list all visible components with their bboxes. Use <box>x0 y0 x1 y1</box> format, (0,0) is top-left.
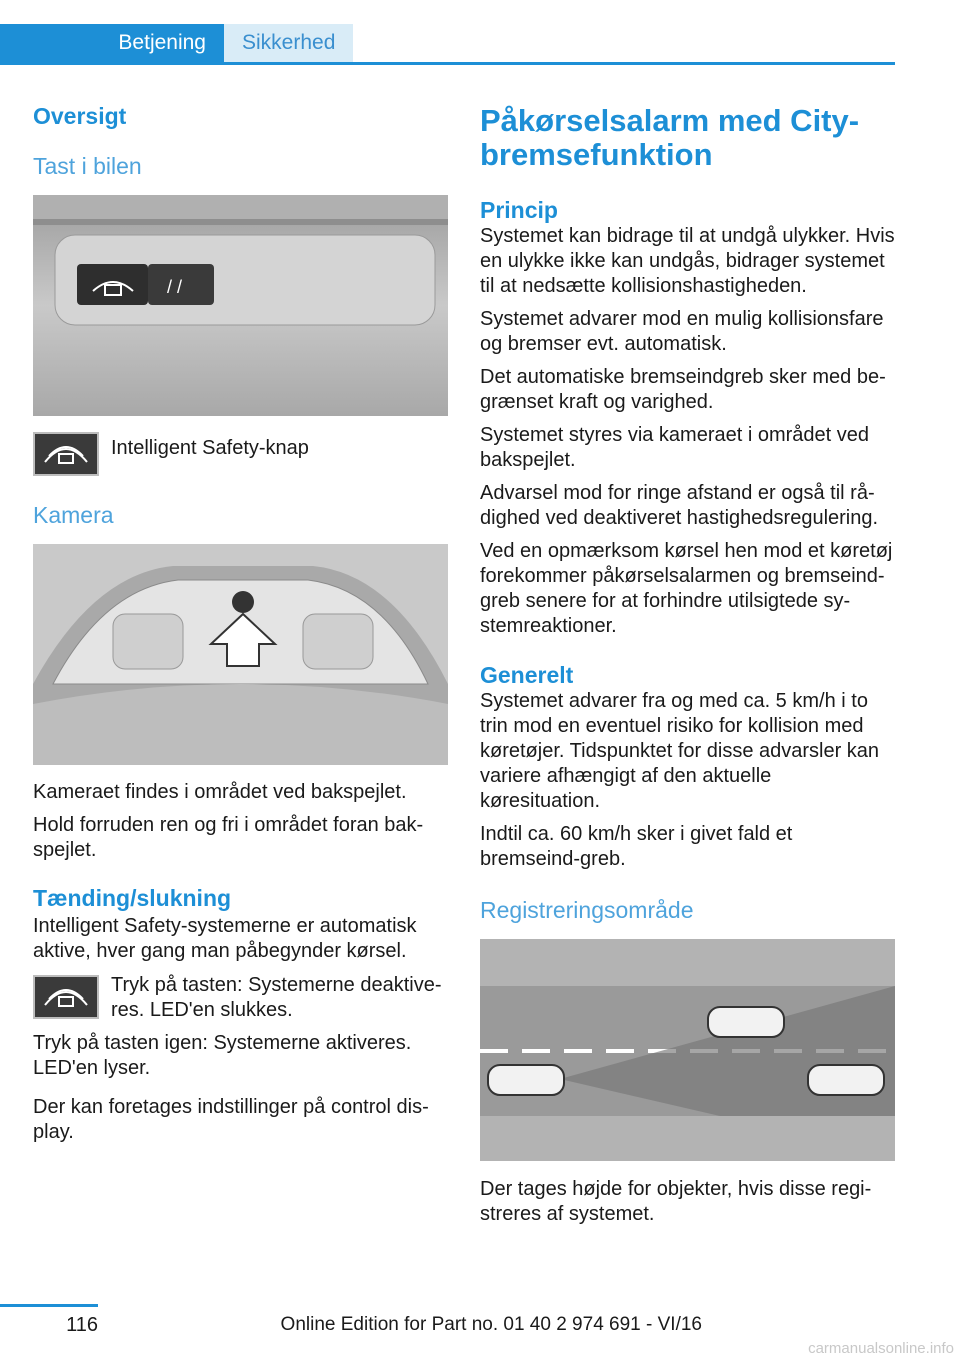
left-column <box>33 96 448 1145</box>
button-panel-photo <box>33 195 448 416</box>
generelt-p2: Indtil ca. 60 km/h sker i givet fald et bremseind‐greb. <box>480 823 793 870</box>
kamera-heading: Kamera <box>33 502 114 528</box>
footer-line <box>0 1304 98 1307</box>
kamera-p2: Hold forruden ren og fri i området foran bak‐spejlet. <box>33 814 424 861</box>
control-display-text: Der kan foretages indstillinger på control dis‐play. <box>33 1096 429 1143</box>
camera-image <box>33 544 448 765</box>
detection-range-diagram <box>480 939 895 1161</box>
button-panel-image <box>33 195 448 416</box>
princip-heading: Princip <box>480 197 558 223</box>
tab-sikkerhed[interactable]: Sikkerhed <box>224 24 353 62</box>
tryk-tasten-row <box>33 975 448 1023</box>
princip-p2: Systemet advarer mod en mulig kollisionsfare og bremser evt. automatisk. <box>480 308 884 355</box>
princip-p4: Systemet styres via kameraet i området ved bakspejlet. <box>480 424 870 471</box>
safety-button-icon <box>33 432 99 476</box>
tab-betjening[interactable]: Betjening <box>0 24 224 62</box>
svg-text:/ /: / / <box>167 277 183 297</box>
detection-range-image <box>480 939 895 1161</box>
camera-photo <box>33 544 448 765</box>
princip-p5: Advarsel mod for ringe afstand er også til rå‐dighed ved deaktiveret hastighedsregulering. <box>480 482 879 529</box>
princip-p1: Systemet kan bidrage til at undgå ulykker. Hvis en ulykke ikke kan undgås, bidrager systemet til at nedsætte kollisionshastigheden. <box>480 225 895 297</box>
car-front <box>708 1007 784 1037</box>
generelt-p1: Systemet advarer fra og med ca. 5 km/h i to trin mod en eventuel risiko for kollision med køretøjer. Tidspunktet for disse advarsler kan variere afhængigt af den aktuelle køresituation. <box>480 690 880 812</box>
online-edition: Online Edition for Part no. 01 40 2 974 691 - VI/16 <box>280 1314 702 1335</box>
tast-heading: Tast i bilen <box>33 153 142 179</box>
taending-heading: Tænding/slukning <box>33 885 232 911</box>
safety-button-icon-2 <box>33 975 99 1019</box>
princip-p3: Det automatiske bremseindgreb sker med be‐grænset kraft og varighed. <box>480 366 886 413</box>
safety-button-label: Intelligent Safety-knap <box>111 437 309 459</box>
tryk-tasten-text: Tryk på tasten: Systemerne deaktive‐res. LED'en slukkes. <box>111 974 442 1021</box>
kamera-p1: Kameraet findes i området ved bakspejlet. <box>33 781 407 803</box>
tryk-igen-text: Tryk på tasten igen: Systemerne aktiveres. LED'en lyser. <box>33 1032 412 1079</box>
page-title: Påkørselsalarm med City-bremsefunktion <box>480 103 860 172</box>
car-right <box>808 1065 884 1095</box>
generelt-heading: Generelt <box>480 662 574 688</box>
right-column <box>480 96 896 1227</box>
watermark: carmanualsonline.info <box>808 1340 954 1357</box>
oversigt-heading: Oversigt <box>33 103 127 129</box>
tab-bar <box>0 24 895 65</box>
car-ego <box>488 1065 564 1095</box>
princip-p6: Ved en opmærksom kørsel hen mod et køretøj forekommer påkørselsalarmen og bremseind‐greb senere for at forhindre utilsigtede sy‐stemreaktioner. <box>480 540 893 637</box>
taending-p1: Intelligent Safety-systemerne er automatisk aktive, hver gang man påbegynder kørsel. <box>33 915 417 962</box>
registrering-heading: Registreringsområde <box>480 897 694 923</box>
safety-button-legend <box>33 432 448 476</box>
page-number: 116 <box>66 1314 98 1336</box>
registrering-p1: Der tages højde for objekter, hvis disse regi‐streres af systemet. <box>480 1178 872 1225</box>
